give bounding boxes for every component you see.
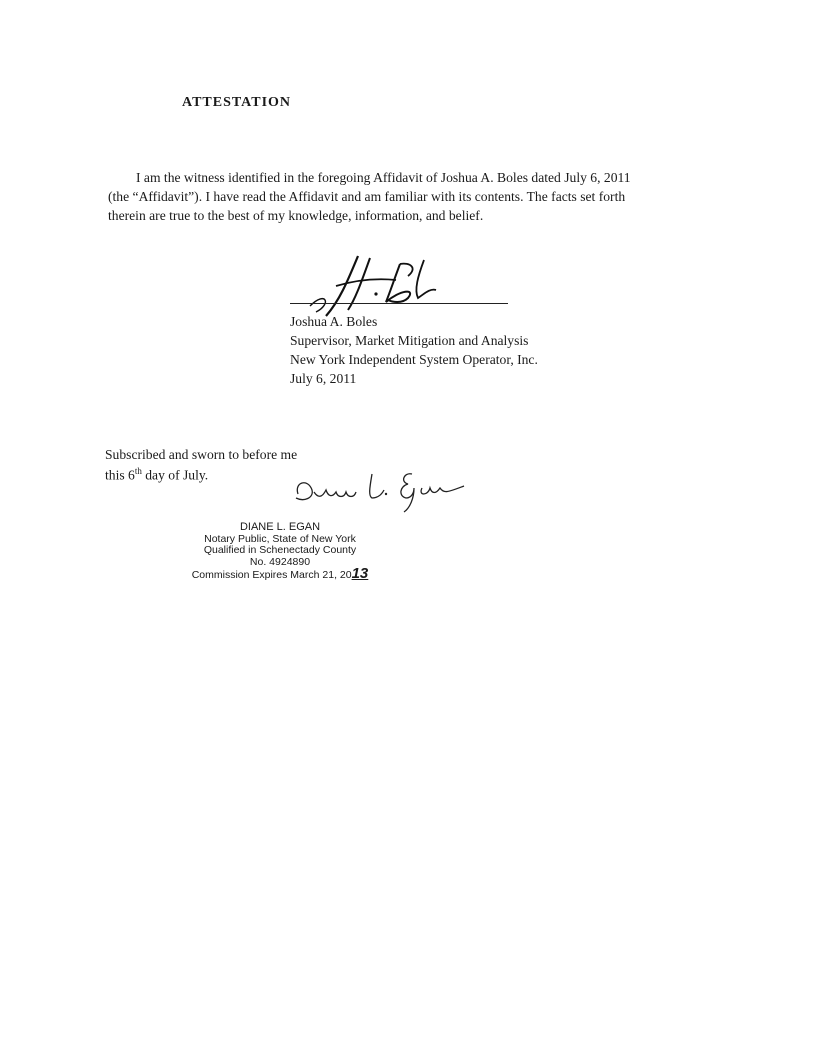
jurat-line-1: Subscribed and sworn to before me [105, 447, 298, 462]
notary-number: No. 4924890 [249, 555, 311, 568]
signature-date: July 6, 2011 [290, 371, 357, 386]
document-title: ATTESTATION [182, 95, 292, 110]
signature-line [290, 303, 508, 304]
notary-stamp [160, 522, 400, 582]
paragraph-line: therein are true to the best of my knowledge, information, and belief. [108, 208, 484, 223]
notary-signature [288, 468, 468, 518]
notary-qualified: Qualified in Schenectady County [203, 544, 357, 556]
signer-position: Supervisor, Market Mitigation and Analysis [290, 333, 529, 348]
notary-title: Notary Public, State of New York [204, 532, 356, 545]
signature-block [290, 312, 538, 388]
paragraph-line: I am the witness identified in the foregoing Affidavit of Joshua A. Boles dated July 6, 2011 [136, 170, 631, 185]
signer-company: New York Independent System Operator, Inc. [290, 352, 538, 367]
jurat-text [105, 447, 297, 484]
commission-year-handwritten: 13 [351, 565, 369, 582]
notary-name: DIANE L. EGAN [239, 521, 321, 533]
jurat-line-2: this 6th day of July. [105, 466, 209, 483]
signer-name: Joshua A. Boles [290, 314, 378, 329]
notary-commission: Commission Expires March 21, 2013 [191, 565, 369, 582]
paragraph-line: (the “Affidavit”). I have read the Affidavit and am familiar with its contents. The facts set forth [108, 189, 626, 204]
attestation-paragraph [108, 168, 708, 225]
boles-signature [296, 250, 466, 318]
